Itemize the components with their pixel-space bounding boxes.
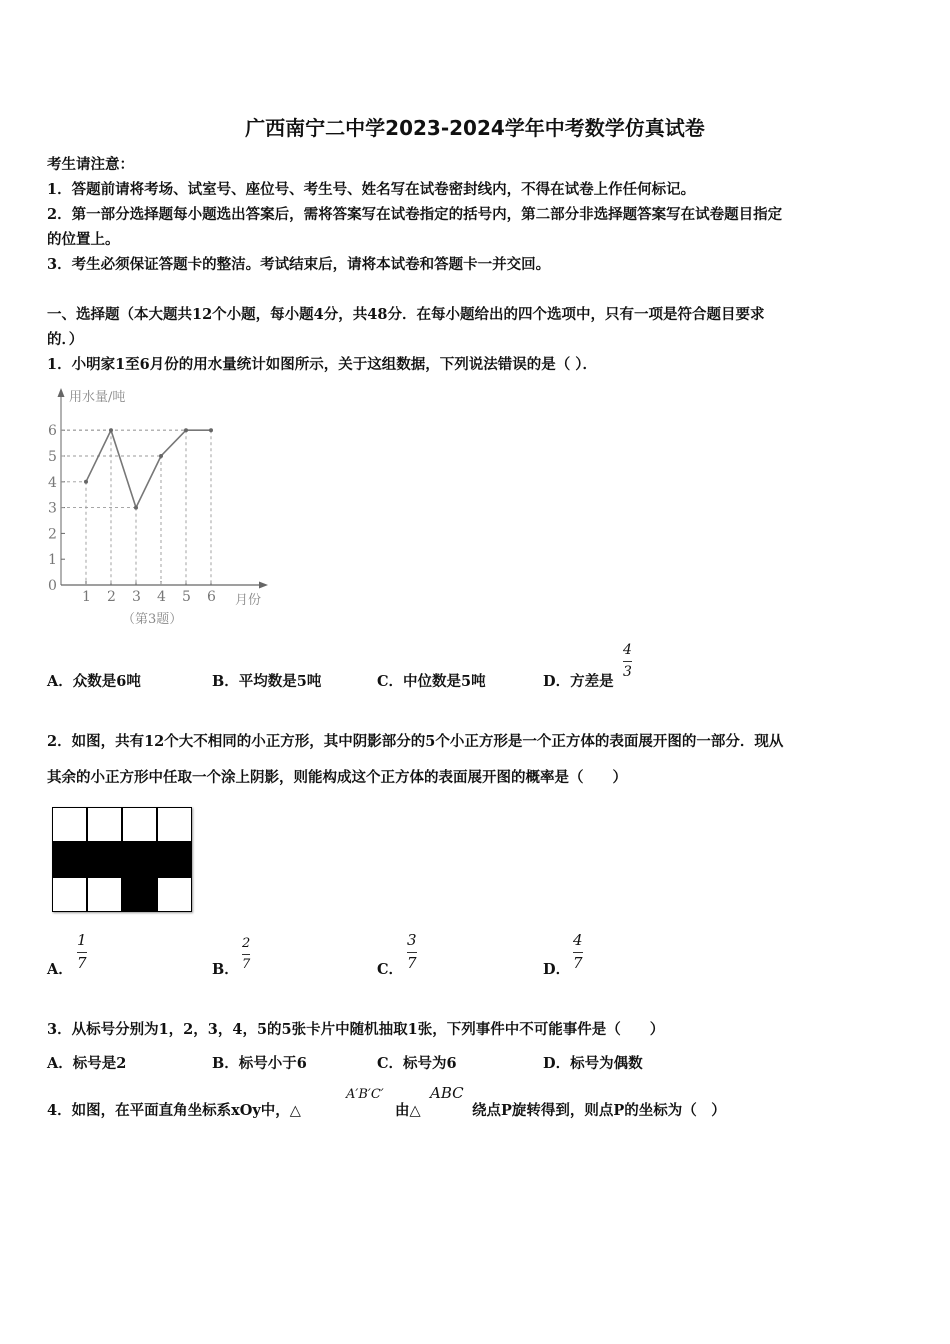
q4-triangle-abc: ABC <box>430 1084 464 1102</box>
y-tick-label: 2 <box>48 526 57 543</box>
y-tick-label: 5 <box>48 449 57 465</box>
section-heading: 一、选择题（本大题共12个小题，每小题4分，共48分．在每小题给出的四个选项中，只有一项是符合题目要求 <box>47 306 765 323</box>
q1-option-c: C．中位数是5吨 <box>377 673 486 690</box>
data-point <box>109 428 113 432</box>
x-tick-label: 2 <box>107 589 116 605</box>
q2-option-fraction <box>573 933 583 971</box>
q3-option-d: D．标号为偶数 <box>543 1055 643 1072</box>
data-point <box>84 480 88 484</box>
q2-option-label: B． <box>212 961 239 978</box>
q2-option-label: C． <box>377 961 404 978</box>
notice-item-1: 1．答题前请将考场、试室号、座位号、考生号、姓名写在试卷密封线内，不得在试卷上作任何标记。 <box>47 181 696 198</box>
shaded-square <box>122 842 157 877</box>
x-tick-label: 4 <box>157 589 166 605</box>
fraction-denominator: 7 <box>77 954 87 972</box>
data-point <box>159 454 163 458</box>
x-axis-label: 月份 <box>235 593 262 608</box>
shaded-square <box>87 842 122 877</box>
fraction-denominator: 7 <box>242 957 251 972</box>
q4-triangle-prime: A′B′C′ <box>346 1087 384 1102</box>
empty-square <box>52 877 87 912</box>
fraction-numerator: 1 <box>77 931 87 949</box>
shaded-square <box>122 877 157 912</box>
y-tick-label: 3 <box>48 500 57 517</box>
y-tick-label: 6 <box>48 423 57 440</box>
shaded-square <box>52 842 87 877</box>
notice-item-2-cont: 的位置上。 <box>47 231 120 248</box>
q1-option-d: D．方差是 <box>543 673 614 690</box>
y-tick-label: 1 <box>48 552 57 569</box>
empty-square <box>122 807 157 842</box>
q1-d-denominator: 3 <box>623 664 632 680</box>
q3-option-b: B．标号小于6 <box>212 1055 307 1072</box>
q4-stem-part2: 由△ <box>395 1102 421 1119</box>
fraction-denominator: 7 <box>407 954 417 972</box>
empty-square <box>87 807 122 842</box>
shaded-square <box>157 842 192 877</box>
q2-option-fraction <box>242 937 250 971</box>
x-tick-label: 3 <box>132 589 141 605</box>
y-tick-label: 0 <box>48 578 57 594</box>
fraction-numerator: 3 <box>407 931 417 949</box>
data-point <box>134 506 138 510</box>
x-tick-label: 1 <box>82 589 91 605</box>
section-heading-cont: 的．） <box>47 331 84 348</box>
q2-stem-line2: 其余的小正方形中任取一个涂上阴影，则能构成这个正方体的表面展开图的概率是（ ） <box>47 769 627 786</box>
notice-heading: 考生请注意： <box>47 156 134 173</box>
q2-square-grid <box>52 807 192 912</box>
empty-square <box>157 807 192 842</box>
q3-stem: 3．从标号分别为1，2，3，4，5的5张卡片中随机抽取1张，下列事件中不可能事件是（ ） <box>47 1021 665 1038</box>
notice-item-3: 3．考生必须保证答题卡的整洁。考试结束后，请将本试卷和答题卡一并交回。 <box>47 256 551 273</box>
x-tick-label: 5 <box>182 589 191 605</box>
empty-square <box>157 877 192 912</box>
q3-option-a: A．标号是2 <box>47 1055 127 1072</box>
q2-option-label: A． <box>47 961 73 978</box>
q2-option-label: D． <box>543 961 571 978</box>
q1-option-b: B．平均数是5吨 <box>212 673 322 690</box>
q2-option-fraction <box>77 933 87 971</box>
series-line <box>86 430 211 507</box>
q1-d-numerator: 4 <box>623 642 632 658</box>
q4-stem-part3: 绕点P旋转得到，则点P的坐标为（ ） <box>472 1102 726 1119</box>
fraction-numerator: 2 <box>242 936 251 951</box>
y-axis-arrow <box>58 388 65 397</box>
q3-option-c: C．标号为6 <box>377 1055 457 1072</box>
page-title: 广西南宁二中学2023-2024学年中考数学仿真试卷 <box>245 116 705 140</box>
data-point <box>184 428 188 432</box>
q1-line-chart <box>40 380 280 635</box>
chart-caption: （第3题） <box>122 612 183 627</box>
q4-stem-part1: 4．如图，在平面直角坐标系xOy中，△ <box>47 1102 301 1119</box>
data-point <box>209 428 213 432</box>
q2-option-fraction <box>407 933 417 971</box>
y-axis-label: 用水量/吨 <box>69 390 126 405</box>
x-axis-arrow <box>259 582 268 589</box>
notice-item-2: 2．第一部分选择题每小题选出答案后，需将答案写在试卷指定的括号内，第二部分非选择题答案写在试卷题目指定 <box>47 206 783 223</box>
q1-stem: 1．小明家1至6月份的用水量统计如图所示，关于这组数据，下列说法错误的是（ ）． <box>47 356 598 373</box>
fraction-numerator: 4 <box>573 931 583 949</box>
y-tick-label: 4 <box>48 474 57 491</box>
q2-stem-line1: 2．如图，共有12个大不相同的小正方形，其中阴影部分的5个小正方形是一个正方体的表面展开图的一部分．现从 <box>47 733 784 750</box>
q1-option-d-fraction <box>623 643 632 679</box>
empty-square <box>87 877 122 912</box>
x-tick-label: 6 <box>207 589 216 605</box>
empty-square <box>52 807 87 842</box>
q1-option-a: A．众数是6吨 <box>47 673 141 690</box>
fraction-denominator: 7 <box>573 954 583 972</box>
